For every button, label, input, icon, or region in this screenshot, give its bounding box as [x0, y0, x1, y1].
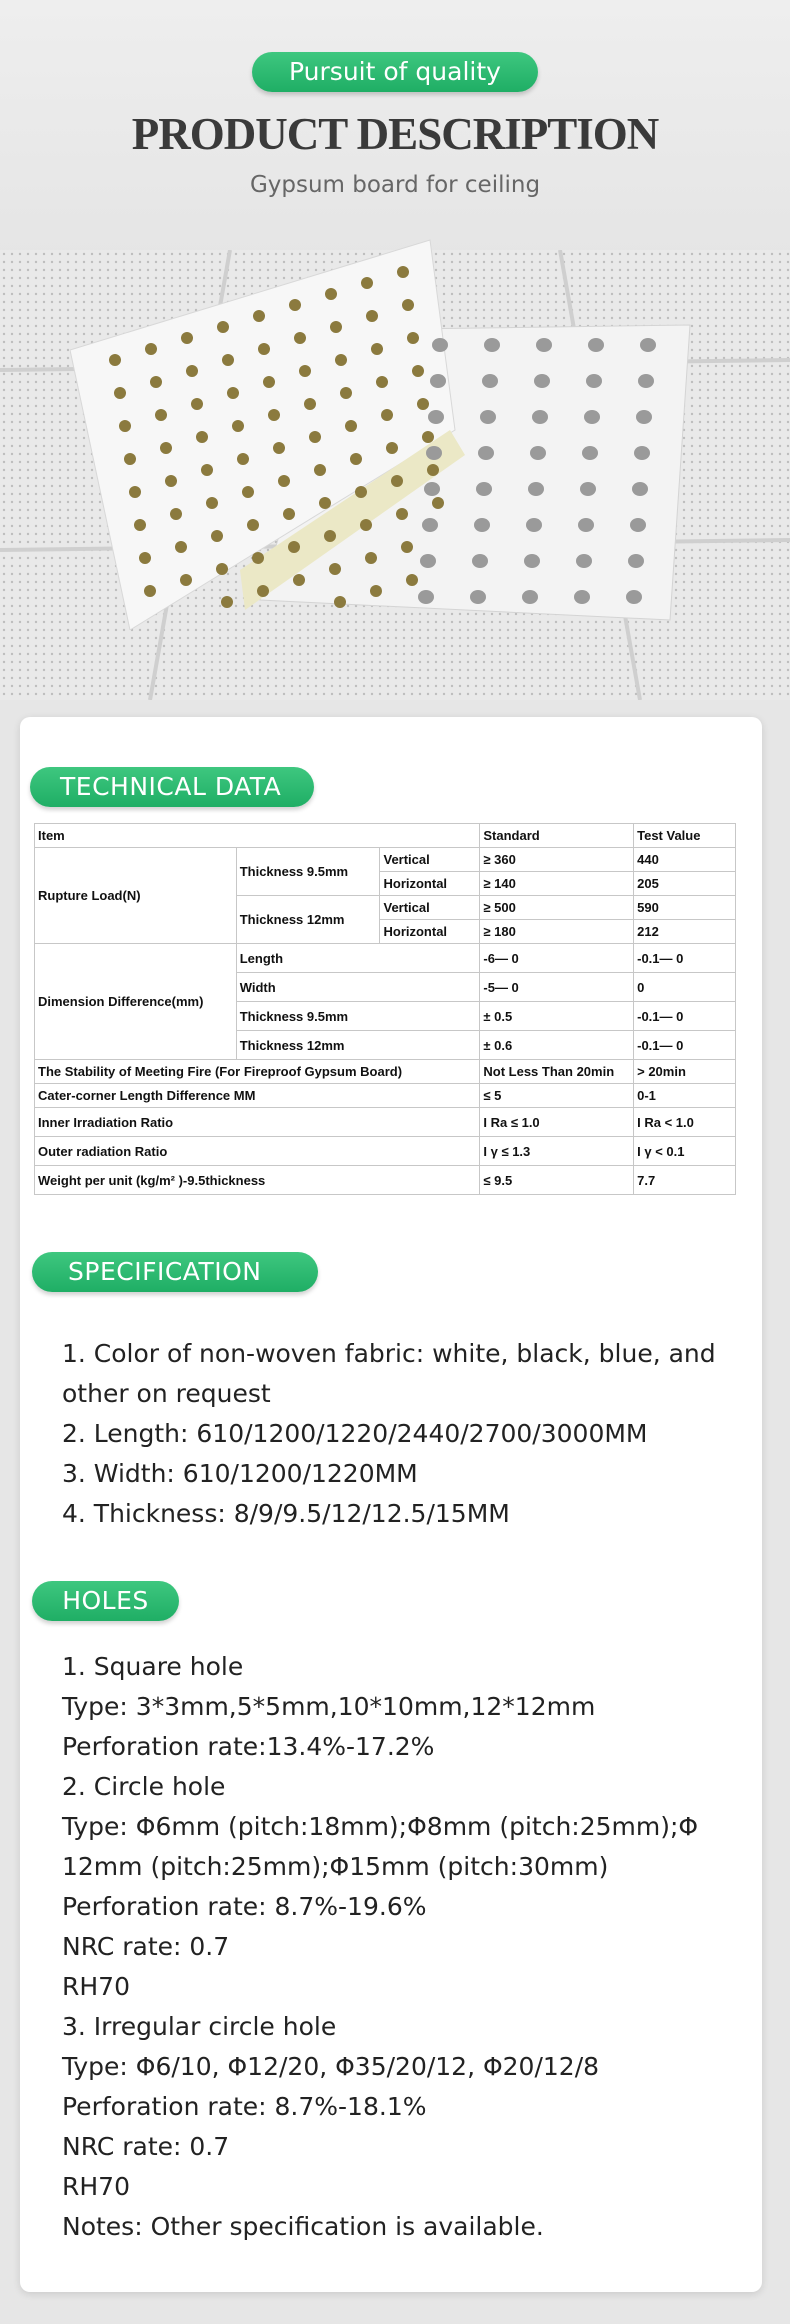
perforation-hole: [278, 475, 290, 487]
table-cell: Cater-corner Length Difference MM: [35, 1084, 480, 1108]
perforation-hole: [211, 530, 223, 542]
perforation-hole: [222, 354, 234, 366]
perforation-hole: [472, 554, 488, 568]
perforation-hole: [160, 442, 172, 454]
perforation-hole: [418, 590, 434, 604]
table-cell: ≤ 9.5: [480, 1166, 634, 1195]
holes-list: [62, 1647, 722, 2247]
dimension-difference-label: Dimension Difference(mm): [35, 944, 237, 1060]
perforation-hole: [407, 332, 419, 344]
specification-heading: SPECIFICATION: [32, 1252, 318, 1292]
perforation-hole: [480, 410, 496, 424]
perforation-hole: [422, 431, 434, 443]
table-row: [35, 848, 736, 872]
perforation-hole: [196, 431, 208, 443]
table-cell: ≥ 360: [480, 848, 634, 872]
table-row: [35, 1137, 736, 1166]
perforation-hole: [360, 519, 372, 531]
specification-list: [62, 1334, 722, 1534]
perforation-hole: [217, 321, 229, 333]
perforation-hole: [430, 374, 446, 388]
perforation-hole: [536, 338, 552, 352]
table-cell: Inner Irradiation Ratio: [35, 1108, 480, 1137]
perforation-hole: [155, 409, 167, 421]
perforation-hole: [257, 585, 269, 597]
table-row: [35, 1166, 736, 1195]
perforation-hole: [478, 446, 494, 460]
header-item: Item: [35, 824, 480, 848]
perforation-hole: [181, 332, 193, 344]
perforation-hole: [221, 596, 233, 608]
table-cell: I Ra < 1.0: [634, 1108, 736, 1137]
perforation-hole: [355, 486, 367, 498]
perforation-hole: [530, 446, 546, 460]
table-cell: -0.1— 0: [634, 1002, 736, 1031]
perforation-hole: [268, 409, 280, 421]
table-cell: > 20min: [634, 1060, 736, 1084]
perforation-hole: [426, 446, 442, 460]
list-item: 4. Thickness: 8/9/9.5/12/12.5/15MM: [62, 1499, 510, 1528]
table-cell: ≤ 5: [480, 1084, 634, 1108]
table-row: [35, 1084, 736, 1108]
perforation-hole: [288, 541, 300, 553]
list-item: 2. Length: 610/1200/1220/2440/2700/3000MM: [62, 1419, 648, 1448]
list-item: Type: Φ6/10, Φ12/20, Φ35/20/12, Φ20/12/8: [62, 2052, 600, 2081]
perforation-hole: [381, 409, 393, 421]
list-item: RH70: [62, 1972, 130, 2001]
table-cell: 205: [634, 872, 736, 896]
table-cell: Width: [236, 973, 480, 1002]
table-cell: 212: [634, 920, 736, 944]
perforation-hole: [170, 508, 182, 520]
perforation-hole: [247, 519, 259, 531]
perforation-hole: [314, 464, 326, 476]
technical-data-heading: TECHNICAL DATA: [30, 767, 314, 807]
list-item: 1. Square hole: [62, 1652, 244, 1681]
table-cell: ≥ 500: [480, 896, 634, 920]
perforation-hole: [482, 374, 498, 388]
table-cell: 0: [634, 973, 736, 1002]
perforation-hole: [186, 365, 198, 377]
perforation-hole: [524, 554, 540, 568]
perforation-hole: [350, 453, 362, 465]
perforation-hole: [401, 541, 413, 553]
horizontal-label: Horizontal: [380, 920, 480, 944]
gypsum-board-image: [70, 230, 710, 630]
table-cell: I Ra ≤ 1.0: [480, 1108, 634, 1137]
perforation-hole: [396, 508, 408, 520]
technical-data-table: [34, 823, 736, 1195]
table-cell: Thickness 12mm: [236, 1031, 480, 1060]
table-cell: ± 0.6: [480, 1031, 634, 1060]
perforation-hole: [330, 321, 342, 333]
perforation-hole: [391, 475, 403, 487]
table-cell: -5— 0: [480, 973, 634, 1002]
table-row: [35, 1108, 736, 1137]
table-cell: 440: [634, 848, 736, 872]
perforation-hole: [237, 453, 249, 465]
table-cell: ≥ 180: [480, 920, 634, 944]
perforation-hole: [626, 590, 642, 604]
holes-heading: HOLES: [32, 1581, 179, 1621]
perforation-hole: [324, 530, 336, 542]
table-cell: ± 0.5: [480, 1002, 634, 1031]
table-cell: I γ ≤ 1.3: [480, 1137, 634, 1166]
perforation-hole: [242, 486, 254, 498]
perforation-hole: [201, 464, 213, 476]
perforation-hole: [534, 374, 550, 388]
list-item: Perforation rate: 8.7%-18.1%: [62, 2092, 427, 2121]
perforation-hole: [129, 486, 141, 498]
perforation-hole: [532, 410, 548, 424]
list-item: RH70: [62, 2172, 130, 2201]
perforation-hole: [293, 574, 305, 586]
perforation-hole: [175, 541, 187, 553]
table-row: [35, 1060, 736, 1084]
perforation-hole: [584, 410, 600, 424]
perforation-hole: [428, 410, 444, 424]
list-item: Type: Φ6mm (pitch:18mm);Φ8mm (pitch:25mm);Φ 12mm (pitch:25mm);Φ15mm (pitch:30mm): [62, 1812, 699, 1881]
perforation-hole: [420, 554, 436, 568]
perforation-hole: [522, 590, 538, 604]
perforation-hole: [309, 431, 321, 443]
perforation-hole: [370, 585, 382, 597]
perforation-hole: [134, 519, 146, 531]
perforation-hole: [632, 482, 648, 496]
table-cell: Weight per unit (kg/m² )-9.5thickness: [35, 1166, 480, 1195]
list-item: Perforation rate: 8.7%-19.6%: [62, 1892, 427, 1921]
thickness-9-5-label: Thickness 9.5mm: [236, 848, 380, 896]
perforation-hole: [432, 497, 444, 509]
header-standard: Standard: [480, 824, 634, 848]
perforation-hole: [638, 374, 654, 388]
table-cell: -0.1— 0: [634, 944, 736, 973]
perforation-hole: [319, 497, 331, 509]
perforation-hole: [634, 446, 650, 460]
table-cell: Length: [236, 944, 480, 973]
perforation-hole: [424, 482, 440, 496]
perforation-hole: [252, 552, 264, 564]
perforation-hole: [630, 518, 646, 532]
perforation-hole: [366, 310, 378, 322]
perforation-hole: [586, 374, 602, 388]
perforation-hole: [422, 518, 438, 532]
perforation-hole: [371, 343, 383, 355]
table-cell: ≥ 140: [480, 872, 634, 896]
perforation-hole: [304, 398, 316, 410]
page-subtitle: Gypsum board for ceiling: [249, 172, 541, 198]
perforation-hole: [124, 453, 136, 465]
perforation-hole: [144, 585, 156, 597]
perforation-hole: [329, 563, 341, 575]
vertical-label: Vertical: [380, 896, 480, 920]
perforation-hole: [340, 387, 352, 399]
perforation-hole: [216, 563, 228, 575]
table-cell: 590: [634, 896, 736, 920]
perforation-hole: [119, 420, 131, 432]
perforation-hole: [227, 387, 239, 399]
perforation-hole: [139, 552, 151, 564]
table-cell: Outer radiation Ratio: [35, 1137, 480, 1166]
list-item: Perforation rate:13.4%-17.2%: [62, 1732, 435, 1761]
table-row: [35, 944, 736, 973]
perforation-hole: [109, 354, 121, 366]
perforation-hole: [253, 310, 265, 322]
perforation-hole: [165, 475, 177, 487]
perforation-hole: [289, 299, 301, 311]
perforation-hole: [283, 508, 295, 520]
perforation-hole: [576, 554, 592, 568]
perforation-hole: [474, 518, 490, 532]
table-cell: 7.7: [634, 1166, 736, 1195]
perforation-hole: [628, 554, 644, 568]
list-item: 3. Irregular circle hole: [62, 2012, 337, 2041]
table-cell: I γ < 0.1: [634, 1137, 736, 1166]
list-item: 2. Circle hole: [62, 1772, 226, 1801]
perforation-hole: [412, 365, 424, 377]
perforation-hole: [484, 338, 500, 352]
perforation-hole: [588, 338, 604, 352]
perforation-hole: [335, 354, 347, 366]
perforation-hole: [299, 365, 311, 377]
hero-banner: [0, 0, 790, 700]
perforation-hole: [406, 574, 418, 586]
perforation-hole: [427, 464, 439, 476]
list-item: NRC rate: 0.7: [62, 1932, 230, 1961]
perforation-hole: [263, 376, 275, 388]
perforation-hole: [145, 343, 157, 355]
perforation-hole: [402, 299, 414, 311]
list-item: NRC rate: 0.7: [62, 2132, 230, 2161]
perforation-hole: [334, 596, 346, 608]
table-cell: Thickness 9.5mm: [236, 1002, 480, 1031]
perforation-hole: [582, 446, 598, 460]
perforation-hole: [325, 288, 337, 300]
header-test-value: Test Value: [634, 824, 736, 848]
perforation-hole: [361, 277, 373, 289]
perforation-hole: [114, 387, 126, 399]
perforation-hole: [578, 518, 594, 532]
perforation-hole: [636, 410, 652, 424]
perforation-hole: [206, 497, 218, 509]
vertical-label: Vertical: [380, 848, 480, 872]
page-title: PRODUCT DESCRIPTION: [131, 109, 659, 159]
perforation-hole: [345, 420, 357, 432]
perforation-hole: [191, 398, 203, 410]
perforation-hole: [180, 574, 192, 586]
perforation-hole: [580, 482, 596, 496]
horizontal-label: Horizontal: [380, 872, 480, 896]
perforation-hole: [432, 338, 448, 352]
perforation-hole: [574, 590, 590, 604]
perforation-hole: [476, 482, 492, 496]
perforation-hole: [397, 266, 409, 278]
table-cell: The Stability of Meeting Fire (For Fireproof Gypsum Board): [35, 1060, 480, 1084]
perforation-hole: [294, 332, 306, 344]
table-cell: Not Less Than 20min: [480, 1060, 634, 1084]
quality-badge: Pursuit of quality: [252, 52, 538, 92]
perforation-hole: [365, 552, 377, 564]
list-item: 3. Width: 610/1200/1220MM: [62, 1459, 418, 1488]
table-cell: -0.1— 0: [634, 1031, 736, 1060]
perforation-hole: [640, 338, 656, 352]
table-header-row: [35, 824, 736, 848]
perforation-hole: [232, 420, 244, 432]
list-item: Notes: Other specification is available.: [62, 2212, 544, 2241]
table-cell: 0-1: [634, 1084, 736, 1108]
perforation-hole: [376, 376, 388, 388]
perforation-hole: [526, 518, 542, 532]
perforation-hole: [273, 442, 285, 454]
perforation-hole: [470, 590, 486, 604]
perforation-hole: [150, 376, 162, 388]
perforation-hole: [528, 482, 544, 496]
perforation-hole: [258, 343, 270, 355]
perforation-hole: [386, 442, 398, 454]
perforation-hole: [417, 398, 429, 410]
list-item: Type: 3*3mm,5*5mm,10*10mm,12*12mm: [62, 1692, 596, 1721]
table-cell: -6— 0: [480, 944, 634, 973]
list-item: 1. Color of non-woven fabric: white, black, blue, and other on request: [62, 1339, 716, 1408]
content-card: [20, 717, 762, 2292]
rupture-load-label: Rupture Load(N): [35, 848, 237, 944]
thickness-12-label: Thickness 12mm: [236, 896, 380, 944]
